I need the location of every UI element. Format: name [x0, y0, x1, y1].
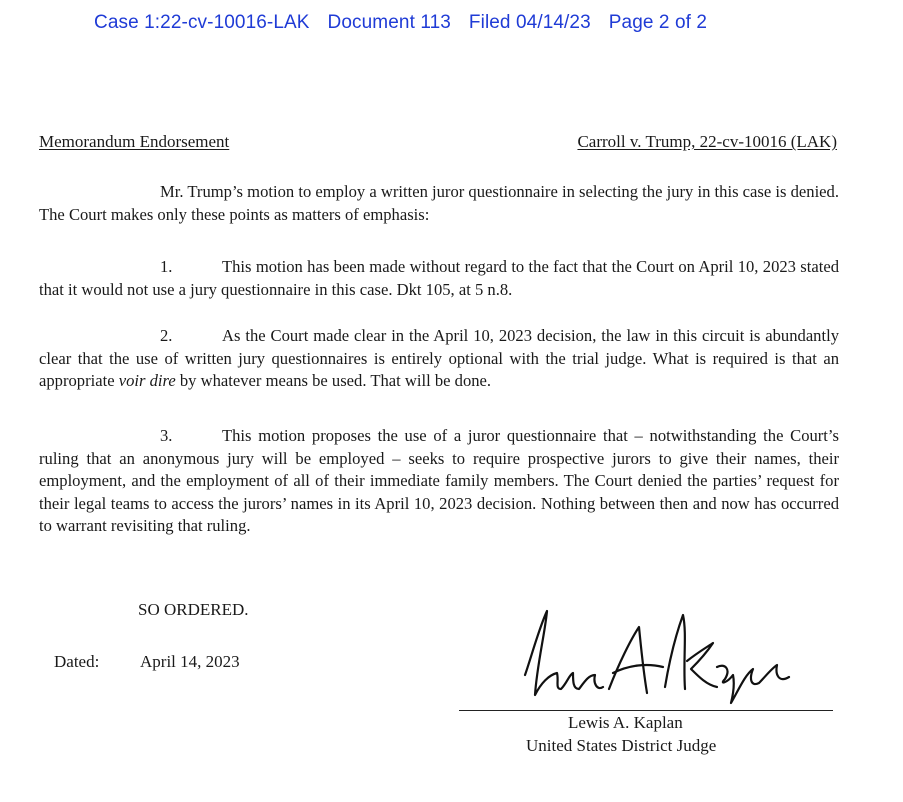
document-title: Memorandum Endorsement: [39, 132, 230, 151]
filed-date: Filed 04/14/23: [468, 12, 591, 33]
signature-line: [459, 710, 833, 711]
dated-value: April 14, 2023: [140, 652, 240, 671]
document-number: Document 113: [327, 12, 451, 33]
point-1-paragraph: [39, 256, 839, 301]
so-ordered: SO ORDERED.: [138, 600, 249, 619]
intro-paragraph: [39, 181, 839, 226]
point-3-text: This motion proposes the use of a juror questionnaire that – notwithstanding the Court’s ruling that an anonymous jury will be employed – seeks to require prospective jurors to give their names, their employment, and the employment of all of their immediate family members. The Court denied the parties’ request for their legal teams to access the jurors’ names in its April 10, 2023 decision. Nothing between then and now has occurred to warrant revisiting that ruling.: [39, 426, 839, 535]
judge-name: Lewis A. Kaplan: [568, 713, 683, 732]
court-filing-stamp: [94, 12, 725, 34]
point-2-italic-term: voir dire: [118, 371, 176, 390]
intro-text: Mr. Trump’s motion to employ a written juror questionnaire in selecting the jury in this case is denied. The Court makes only these points as matters of emphasis:: [39, 182, 839, 224]
point-1-text: This motion has been made without regard to the fact that the Court on April 10, 2023 stated that it would not use a jury questionnaire in this case. Dkt 105, at 5 n.8.: [39, 257, 839, 299]
case-caption: Carroll v. Trump, 22-cv-10016 (LAK): [577, 132, 837, 151]
point-1-number: 1.: [160, 257, 173, 276]
handwritten-signature: [505, 603, 795, 713]
dated-label: Dated:: [54, 652, 100, 671]
judge-title: United States District Judge: [526, 736, 717, 755]
point-3-paragraph: [39, 425, 839, 538]
page-number: Page 2 of 2: [608, 12, 708, 33]
point-2-text-after: by whatever means be used. That will be done.: [175, 371, 492, 390]
point-3-number: 3.: [160, 426, 173, 445]
point-2-number: 2.: [160, 326, 173, 345]
point-2-paragraph: [39, 325, 839, 393]
case-number: Case 1:22-cv-10016-LAK: [94, 12, 310, 33]
point-2-text-before: As the Court made clear in the April 10, 2023 decision, the law in this circuit is abundantly clear that the use of written jury questionnaires is entirely optional with the trial judge. What is required is that an appropriate: [39, 326, 839, 390]
